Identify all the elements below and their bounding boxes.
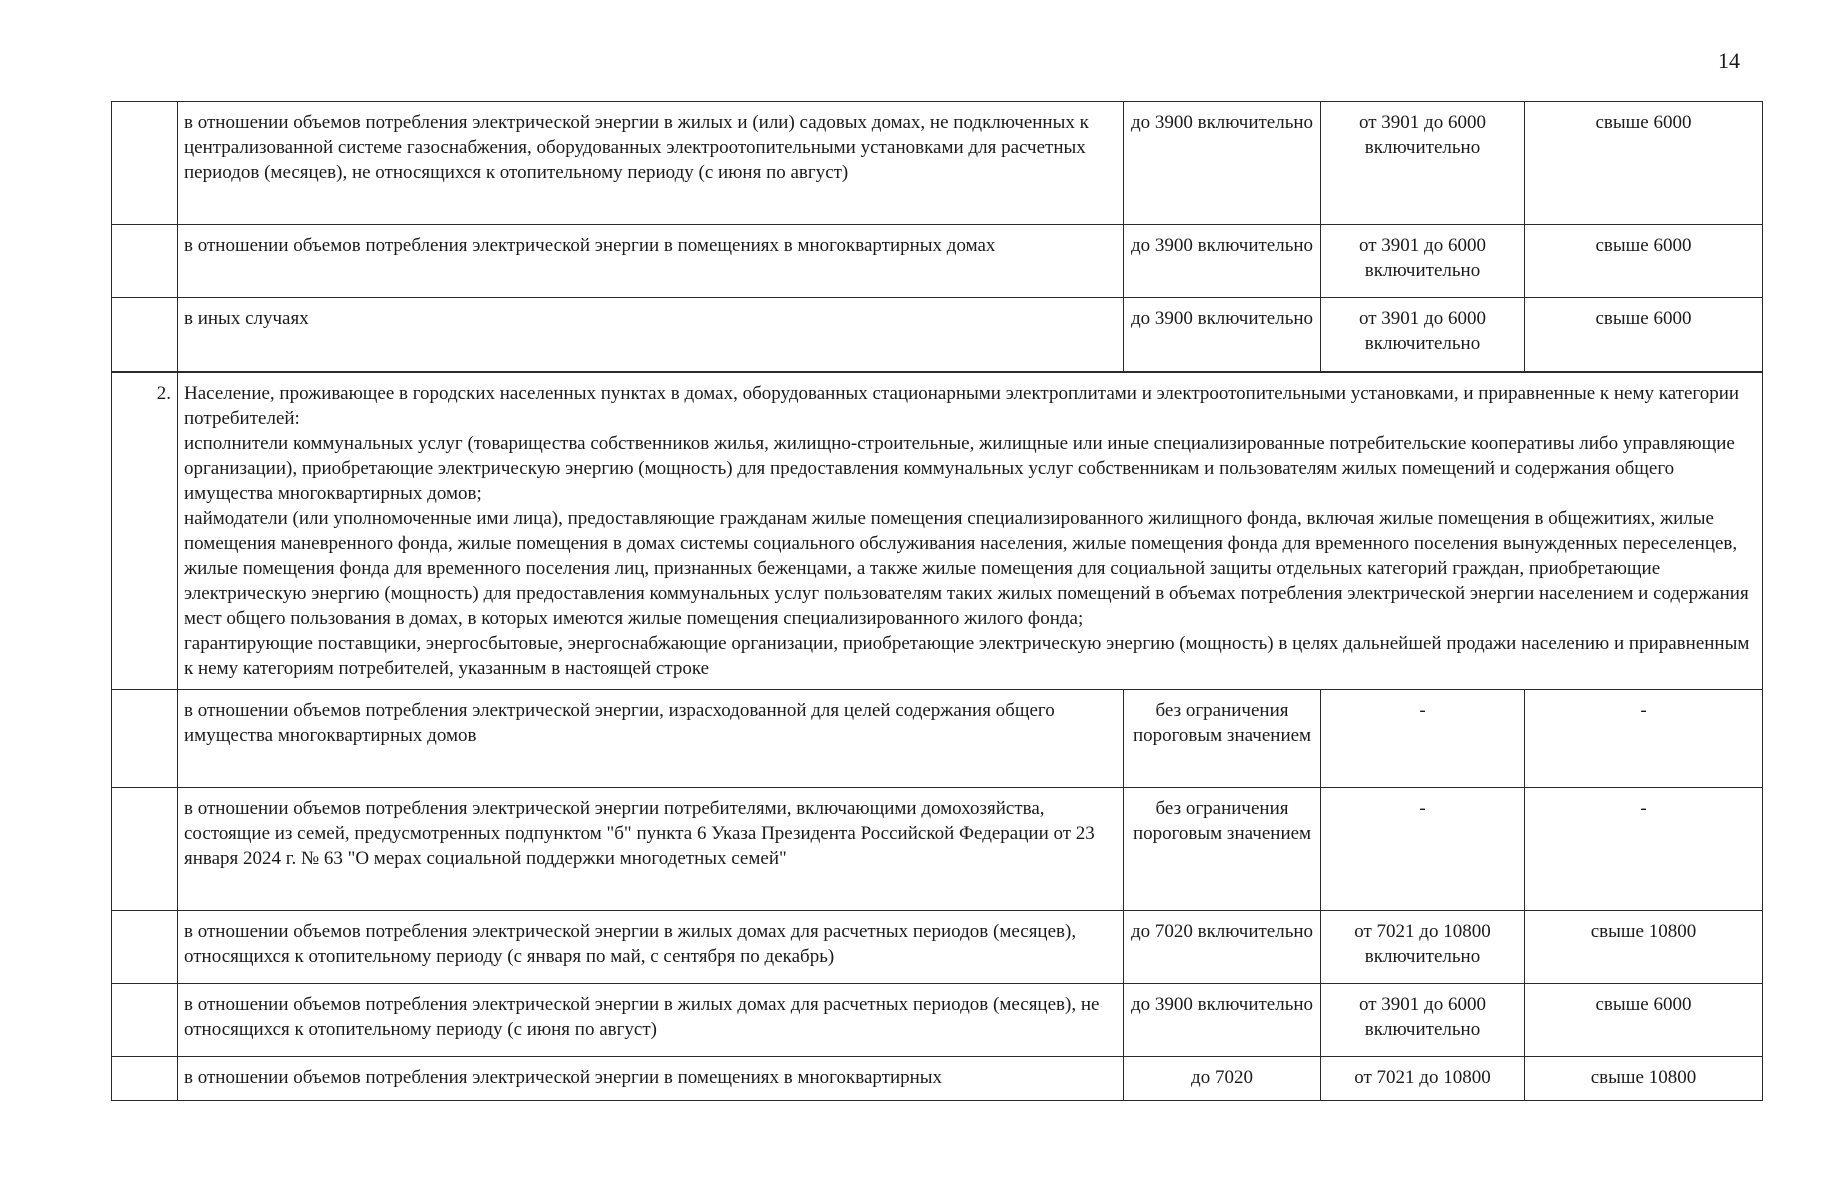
table-row (112, 225, 1763, 298)
threshold-high: свыше 6000 (1525, 102, 1763, 225)
threshold-low: до 3900 включительно (1124, 225, 1321, 298)
threshold-mid: от 3901 до 6000 включительно (1321, 983, 1525, 1056)
row-description: в отношении объемов потребления электрической энергии в жилых домах для расчетных периодов (месяцев), не относящихся к отопительному периоду (с июня по август) (178, 983, 1124, 1056)
row-number-cell (112, 102, 178, 225)
row-number-cell (112, 983, 178, 1056)
row-description: в отношении объемов потребления электрической энергии в жилых и (или) садовых домах, не подключенных к централизованной системе газоснабжения, оборудованных электроотопительными установками для расчетных периодов (месяцев), не относящихся к отопительному периоду (с июня по август) (178, 102, 1124, 225)
threshold-high: свыше 10800 (1525, 1056, 1763, 1100)
threshold-low: без ограничения пороговым значением (1124, 689, 1321, 787)
section-header-paragraph: наймодатели (или уполномоченные ими лица), предоставляющие гражданам жилые помещения специализированного жилищного фонда, включая жилые помещения в общежитиях, жилые помещения маневренного фонда, жилые помещения в домах системы социального обслуживания населения, жилые помещения фонда для временного поселения вынужденных переселенцев, жилые помещения фонда для временного поселения лиц, признанных беженцами, а также жилые помещения для социальной защиты отдельных категорий граждан, приобретающие электрическую энергию (мощность) для предоставления коммунальных услуг пользователям таких жилых помещений в объемах потребления электрической энергии населением и содержания мест общего пользования в домах, в которых имеются жилые помещения специализированного жилого фонда; (184, 507, 1749, 629)
row-description: в иных случаях (178, 298, 1124, 372)
row-number-cell (112, 225, 178, 298)
table-row (112, 787, 1763, 910)
threshold-high: свыше 6000 (1525, 983, 1763, 1056)
threshold-low: без ограничения пороговым значением (1124, 787, 1321, 910)
threshold-high: - (1525, 787, 1763, 910)
threshold-mid: - (1321, 787, 1525, 910)
threshold-mid: от 3901 до 6000 включительно (1321, 102, 1525, 225)
row-description: в отношении объемов потребления электрической энергии потребителями, включающими домохозяйства, состоящие из семей, предусмотренных подпунктом "б" пункта 6 Указа Президента Российской Федерации от 23 января 2024 г. № 63 "О мерах социальной поддержки многодетных семей" (178, 787, 1124, 910)
threshold-low: до 3900 включительно (1124, 983, 1321, 1056)
threshold-low: до 3900 включительно (1124, 102, 1321, 225)
threshold-mid: от 7021 до 10800 (1321, 1056, 1525, 1100)
section-header-paragraph: Население, проживающее в городских населенных пунктах в домах, оборудованных стационарными электроплитами и электроотопительными установками, и приравненные к нему категории потребителей: (184, 382, 1740, 429)
threshold-mid: от 3901 до 6000 включительно (1321, 225, 1525, 298)
table-row (112, 102, 1763, 225)
row-description: в отношении объемов потребления электрической энергии в помещениях в многоквартирных (178, 1056, 1124, 1100)
row-number-cell (112, 689, 178, 787)
threshold-low: до 3900 включительно (1124, 298, 1321, 372)
table-row (112, 910, 1763, 983)
row-description: в отношении объемов потребления электрической энергии в помещениях в многоквартирных домах (178, 225, 1124, 298)
threshold-mid: - (1321, 689, 1525, 787)
threshold-high: свыше 10800 (1525, 910, 1763, 983)
threshold-mid: от 7021 до 10800 включительно (1321, 910, 1525, 983)
table-row (112, 298, 1763, 372)
threshold-high: свыше 6000 (1525, 225, 1763, 298)
section-header-paragraph: гарантирующие поставщики, энергосбытовые, энергоснабжающие организации, приобретающие электрическую энергию (мощность) в целях дальнейшей продажи населению и приравненным к нему категориям потребителей, указанным в настоящей строке (184, 632, 1750, 679)
threshold-high: - (1525, 689, 1763, 787)
section-number: 2. (112, 372, 178, 690)
row-number-cell (112, 298, 178, 372)
threshold-low: до 7020 включительно (1124, 910, 1321, 983)
row-description: в отношении объемов потребления электрической энергии в жилых домах для расчетных периодов (месяцев), относящихся к отопительному периоду (с января по май, с сентября по декабрь) (178, 910, 1124, 983)
section-header-row (112, 372, 1763, 690)
threshold-low: до 7020 (1124, 1056, 1321, 1100)
threshold-mid: от 3901 до 6000 включительно (1321, 298, 1525, 372)
threshold-high: свыше 6000 (1525, 298, 1763, 372)
table-row (112, 1056, 1763, 1100)
row-number-cell (112, 1056, 178, 1100)
section-header (178, 372, 1763, 690)
page-number: 14 (1718, 48, 1740, 73)
tariff-table (111, 101, 1763, 1101)
row-description: в отношении объемов потребления электрической энергии, израсходованной для целей содержания общего имущества многоквартирных домов (178, 689, 1124, 787)
row-number-cell (112, 787, 178, 910)
table-row (112, 983, 1763, 1056)
table-row (112, 689, 1763, 787)
section-header-paragraph: исполнители коммунальных услуг (товарищества собственников жилья, жилищно-строительные, жилищные или иные специализированные потребительские кооперативы либо управляющие организации), приобретающие электрическую энергию (мощность) для предоставления коммунальных услуг собственникам и пользователям жилых помещений и содержания общего имущества многоквартирных домов; (184, 432, 1735, 504)
row-number-cell (112, 910, 178, 983)
